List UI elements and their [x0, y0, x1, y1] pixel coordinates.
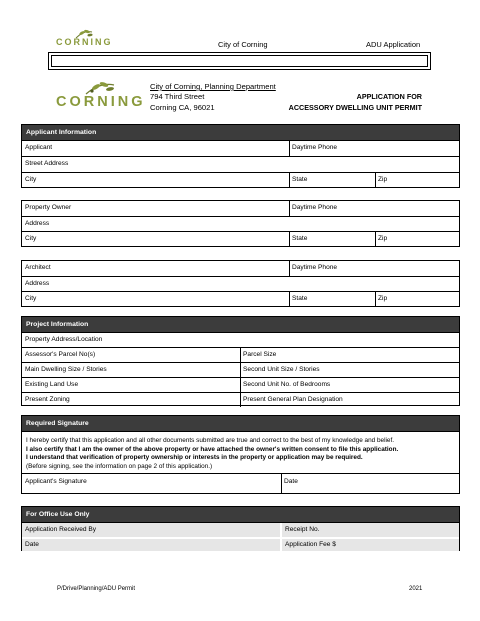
owner-field[interactable]: Property Owner	[25, 204, 72, 211]
second-unit-bedrooms-field[interactable]: Second Unit No. of Bedrooms	[243, 381, 331, 388]
existing-land-use-field[interactable]: Existing Land Use	[25, 381, 79, 388]
project-address-row	[22, 332, 459, 347]
architect-zip-field[interactable]: Zip	[378, 295, 388, 302]
property-address-field[interactable]: Property Address/Location	[25, 336, 103, 343]
parcel-size-field[interactable]: Parcel Size	[243, 351, 277, 358]
architect-phone-field[interactable]: Daytime Phone	[292, 264, 338, 271]
office-section	[21, 506, 460, 551]
certification-block	[22, 431, 459, 473]
architect-section	[21, 260, 460, 307]
office-row-1	[22, 522, 459, 537]
dept-street: 794 Third Street	[150, 92, 205, 101]
receipt-no-field[interactable]: Receipt No.	[285, 526, 320, 533]
applicant-city-row	[22, 172, 459, 188]
office-row-2	[22, 537, 459, 551]
letterhead-logo	[56, 80, 144, 110]
project-landuse-row	[22, 377, 459, 392]
present-zoning-field[interactable]: Present Zoning	[25, 396, 70, 403]
applicant-street-row	[22, 156, 459, 172]
applicant-section	[21, 124, 460, 188]
header-logo	[56, 28, 112, 48]
applicant-city-field[interactable]: City	[25, 176, 37, 183]
signature-section-title: Required Signature	[22, 416, 459, 431]
dept-name: City of Corning, Planning Department	[150, 82, 276, 91]
applicant-zip-field[interactable]: Zip	[378, 176, 388, 183]
owner-section	[21, 200, 460, 247]
owner-city-field[interactable]: City	[25, 235, 37, 242]
project-parcel-row	[22, 347, 459, 362]
header-title-center: City of Corning	[218, 40, 268, 49]
received-by-field[interactable]: Application Received By	[25, 526, 97, 533]
header-title-right: ADU Application	[366, 40, 421, 49]
applicant-section-title: Applicant Information	[22, 125, 459, 140]
owner-phone-field[interactable]: Daytime Phone	[292, 204, 338, 211]
general-plan-field[interactable]: Present General Plan Designation	[243, 396, 343, 403]
owner-zip-field[interactable]: Zip	[378, 235, 388, 242]
architect-city-field[interactable]: City	[25, 295, 37, 302]
certification-line4: (Before signing, see the information on page 2 of this application.)	[26, 462, 213, 470]
certification-line3: I understand that verification of property ownership or interests in the property or application may be required.	[26, 454, 363, 462]
header-banner-box	[48, 52, 431, 70]
architect-city-row	[22, 291, 459, 307]
form-title-line2: ACCESSORY DWELLING UNIT PERMIT	[288, 103, 422, 112]
signature-row	[22, 473, 459, 494]
project-section-title: Project Information	[22, 317, 459, 332]
owner-state-field[interactable]: State	[292, 235, 308, 242]
project-dwelling-row	[22, 362, 459, 377]
owner-address-row	[22, 216, 459, 232]
signature-section	[21, 415, 460, 494]
office-section-title: For Office Use Only	[22, 507, 459, 522]
project-zoning-row	[22, 392, 459, 407]
letterhead-logo-text: CORNING	[56, 94, 146, 110]
footer-year: 2021	[409, 586, 423, 592]
applicant-field[interactable]: Applicant	[25, 144, 53, 151]
logo-text: CORNING	[56, 37, 113, 47]
signature-date-field[interactable]: Date	[284, 478, 298, 485]
application-fee-field[interactable]: Application Fee $	[285, 541, 336, 548]
applicant-signature-field[interactable]: Applicant's Signature	[25, 478, 87, 485]
certification-line2: I also certify that I am the owner of the above property or have attached the owner's written consent to file this application.	[26, 445, 399, 453]
architect-address-field[interactable]: Address	[25, 280, 50, 287]
owner-city-row	[22, 231, 459, 247]
architect-row	[22, 261, 459, 277]
applicant-state-field[interactable]: State	[292, 176, 308, 183]
second-unit-size-field[interactable]: Second Unit Size / Stories	[243, 366, 320, 373]
architect-address-row	[22, 276, 459, 292]
applicant-row	[22, 140, 459, 156]
project-section	[21, 316, 460, 406]
certification-line1: I hereby certify that this application and all other documents submitted are true and correct to the best of my knowledge and belief.	[26, 437, 395, 444]
main-dwelling-field[interactable]: Main Dwelling Size / Stories	[25, 366, 107, 373]
architect-state-field[interactable]: State	[292, 295, 308, 302]
architect-field[interactable]: Architect	[25, 264, 51, 271]
form-title-line1: APPLICATION FOR	[356, 92, 422, 101]
owner-address-field[interactable]: Address	[25, 220, 50, 227]
applicant-phone-field[interactable]: Daytime Phone	[292, 144, 338, 151]
office-date-field[interactable]: Date	[25, 541, 39, 548]
applicant-street-field[interactable]: Street Address	[25, 160, 69, 167]
parcel-no-field[interactable]: Assessor's Parcel No(s)	[25, 351, 96, 358]
footer-path: P/Drive/Planning/ADU Permit	[57, 586, 136, 592]
owner-row	[22, 201, 459, 217]
dept-city: Corning CA, 96021	[150, 103, 215, 112]
